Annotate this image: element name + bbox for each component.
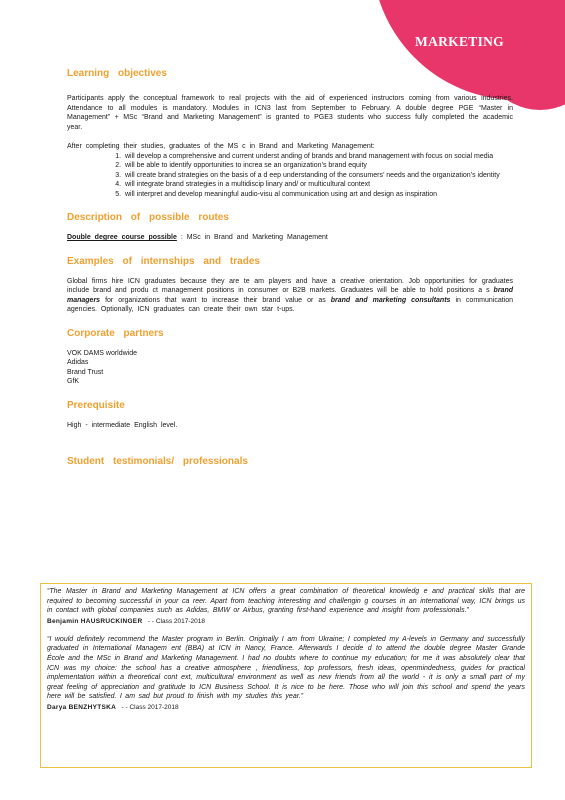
- list-item: Adidas: [67, 359, 89, 366]
- internships-text: in communication agencies. Optionally, ICN graduates can create their own star t-ups.: [67, 296, 513, 313]
- internships-text: for organizations that want to increase their brand value or as: [100, 296, 331, 304]
- testimonials-heading: Student testimonials/ professionals: [67, 456, 248, 467]
- learning-objectives-heading: Learning objectives: [67, 68, 167, 79]
- learning-outcomes-list: [67, 152, 513, 200]
- testimonial-class: - - Class 2017-2018: [121, 703, 179, 711]
- list-item: 2. will be able to identify opportunities to increa se an organization’s brand equity: [123, 161, 513, 171]
- testimonial-quote: “I would definitely recommend the Master program in Berlin. Originally I am from Ukraine; I completed my A-levels in Germany and successfully graduated in International Managem ent (BBA) at ICN in Nancy, France. Afterwards I decide d to attend the double degree Master Grande École and the MSc in Brand and Marketing Management. I had no doubts where to continue my education; for me it was absolutely clear that ICN was my choice: the school has a creative atmosphere , friendliness, top professors, fresh ideas, openmindedness, guides for practical implementation within a theoretical cont ext, multicultural environment as well as new friends from all the world - it is only a small part of my great feeling of appreciation and gratitude to ICN Business School. It is nice to be here. Those who will join this school and spend the years here will be satisfied. I am sad but proud to finish with my studies this year.”: [47, 635, 525, 701]
- internships-heading: Examples of internships and trades: [67, 255, 260, 267]
- list-item: VOK DAMS worldwide: [67, 349, 138, 357]
- testimonial-author: Darya BENZHYTSKA: [47, 703, 117, 711]
- partners-list: [67, 349, 513, 387]
- testimonial-attribution: [47, 617, 525, 626]
- list-item: 4. will integrate brand strategies in a multidiscip linary and/ or multicultural context: [123, 180, 513, 190]
- internships-text: Global firms hire ICN graduates because they are te am players and have a creative orientation. Job opportunities for graduates include brand and produ ct management positions in consumer or B2B markets. Graduates will be able to hold positions a s: [67, 277, 513, 294]
- list-item: 3. will create brand strategies on the basis of a d eep understanding of the consumers’ needs and the organization’s identity: [123, 171, 513, 181]
- routes-line: [67, 233, 513, 243]
- double-degree-value: : MSc in Brand and Marketing Management: [180, 234, 328, 241]
- testimonial-quote: “The Master in Brand and Marketing Management at ICN offers a great combination of theoretical knowledg e and practical skills that are required to becoming successful in your ca reer. Apart from teaching interesting and challengin g courses in an international way, ICN brings us in contact with global companies such as Adidas, BMW or Airbus, granting first-hand experience and insight from professionals.”: [47, 588, 525, 615]
- prerequisite-heading: Prerequisite: [67, 399, 125, 411]
- list-item: 1. will develop a comprehensive and current underst anding of brands and brand management with focus on social media: [123, 152, 513, 162]
- double-degree-label: Double degree course possible: [67, 234, 177, 241]
- page-title: MARKETING: [415, 34, 504, 49]
- testimonials-box: [40, 583, 532, 768]
- document-body: [67, 68, 513, 467]
- list-item: 5. will interpret and develop meaningful audio-visu al communication using art and design as inspiration: [123, 190, 513, 200]
- learning-lead-text: After completing their studies, graduates of the MS c in Brand and Marketing Management:: [67, 143, 375, 150]
- partners-heading: Corporate partners: [67, 327, 164, 339]
- testimonial-attribution: [47, 703, 525, 712]
- consultants-emphasis: brand and marketing consultants: [330, 296, 451, 304]
- testimonial-author: Benjamin HAUSRUCKINGER: [47, 617, 143, 625]
- brand-managers-emphasis: brand managers: [67, 287, 513, 304]
- routes-heading: Description of possible routes: [67, 212, 229, 223]
- prerequisite-text: High - intermediate English level.: [67, 421, 178, 429]
- list-item: GfK: [67, 378, 80, 385]
- list-item: Brand Trust: [67, 368, 104, 376]
- learning-intro-paragraph: Participants apply the conceptual framework to real projects with the aid of experienced instructors coming from various industries. Attendance to all modules is mandatory. Modules in ICN3 last from September to February. A double degree PGE “Master in Management” + MSc “Brand and Marketing Management” is granted to PGE3 students who success fully completed the academic year.: [67, 95, 513, 131]
- testimonial-class: - - Class 2017-2018: [147, 617, 205, 625]
- internships-paragraph: [67, 277, 513, 315]
